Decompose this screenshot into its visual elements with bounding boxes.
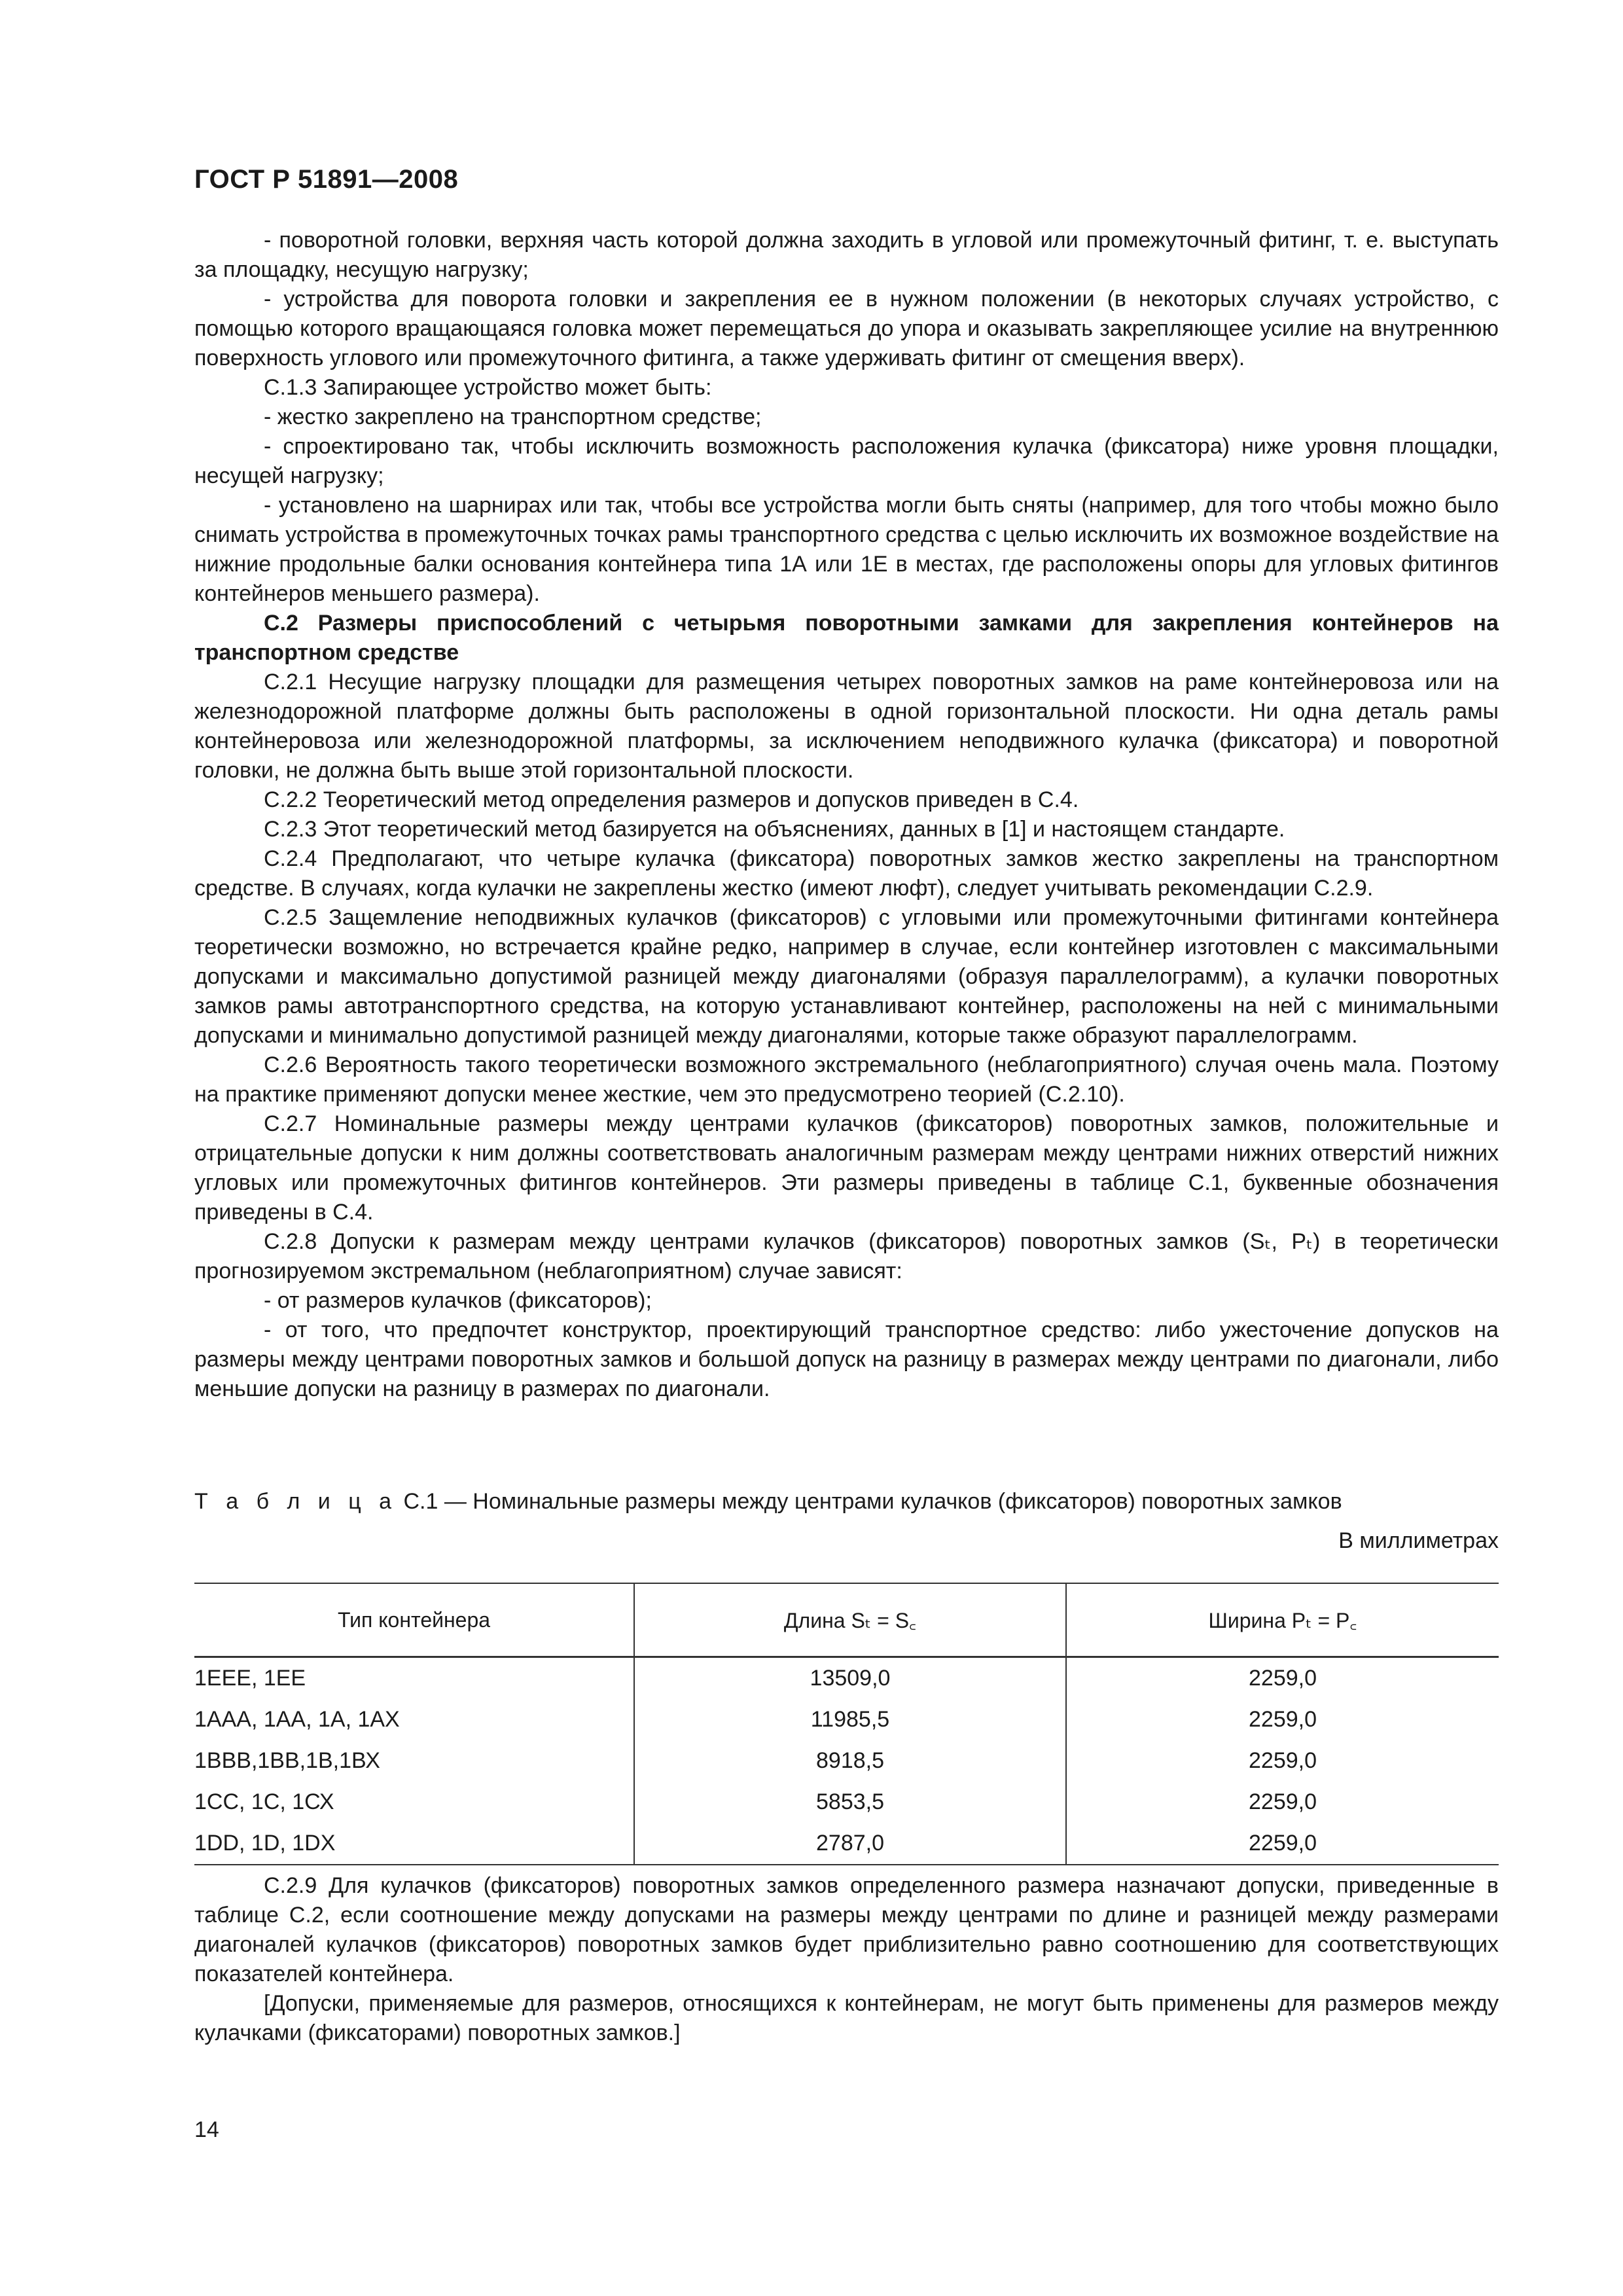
page-number: 14 (194, 2117, 219, 2142)
table-cell: 5853,5 (634, 1782, 1066, 1823)
table-cell: 1СС, 1С, 1СХ (194, 1782, 634, 1823)
paragraph: - жестко закреплено на транспортном средстве; (264, 404, 762, 429)
table-cell: 13509,0 (634, 1657, 1066, 1700)
paragraph: [Допуски, применяемые для размеров, относящихся к контейнерам, не могут быть применены для размеров между кулачками (фиксаторами) поворотных замков.] (194, 1991, 1499, 2045)
paragraph: - установлено на шарнирах или так, чтобы все устройства могли быть сняты (например, для того чтобы можно было снимать устройства в промежуточных точках рамы транспортного средства с целью исключить их возможное воздействие на нижние продольные балки основания контейнера типа 1А или 1Е в местах, где расположены опоры для угловых фитингов контейнеров меньшего размера). (194, 493, 1499, 606)
column-header: Тип контейнера (194, 1583, 634, 1657)
paragraph: - от размеров кулачков (фиксаторов); (264, 1288, 652, 1313)
table-row (194, 1699, 1499, 1740)
table-cell: 1ЕЕЕ, 1ЕЕ (194, 1657, 634, 1700)
table-cell: 1ВВВ,1ВВ,1В,1ВХ (194, 1740, 634, 1782)
table-row (194, 1657, 1499, 1700)
dimensions-table (194, 1583, 1499, 1865)
document-header: ГОСТ Р 51891—2008 (194, 165, 459, 194)
table-cell: 8918,5 (634, 1740, 1066, 1782)
paragraph: - устройства для поворота головки и закрепления ее в нужном положении (в некоторых случаях устройство, с помощью которого вращающаяся головка может перемещаться до упора и оказывать закрепляющее усилие на внутреннюю поверхность углового или промежуточного фитинга, а также удерживать фитинг от смещения вверх). (194, 287, 1499, 370)
paragraph: С.2.1 Несущие нагрузку площадки для размещения четырех поворотных замков на раме контейнеровоза или на железнодорожной платформе должны быть расположены в одной горизонтальной плоскости. Ни одна деталь рамы контейнеровоза или железнодорожной платформы, за исключением неподвижного кулачка (фиксатора) и поворотной головки, не должна быть выше этой горизонтальной плоскости. (194, 670, 1499, 783)
after-table-text (194, 1871, 1499, 2048)
table-label: Т а б л и ц а (194, 1489, 398, 1514)
table-cell: 2787,0 (634, 1823, 1066, 1865)
paragraph: С.2.5 Защемление неподвижных кулачков (фиксаторов) с угловыми или промежуточными фитингами контейнера теоретически возможно, но встречается крайне редко, например в случае, если контейнер изготовлен с максимальными допусками и максимально допустимой разницей между диагоналями (образуя параллелограмм), а кулачки поворотных замков рамы автотранспортного средства, на которую устанавливают контейнер, расположены на ней с минимальными допусками и минимально допустимой разницей между диагоналями, которые также образуют параллелограмм. (194, 905, 1499, 1048)
table-row (194, 1782, 1499, 1823)
table-cell: 2259,0 (1066, 1823, 1499, 1865)
paragraph: С.2.8 Допуски к размерам между центрами кулачков (фиксаторов) поворотных замков (Sₜ, Pₜ) в теоретически прогнозируемом экстремальном (неблагоприятном) случае зависят: (194, 1229, 1499, 1283)
table-cell: 1ААА, 1АА, 1А, 1АХ (194, 1699, 634, 1740)
table-cell: 2259,0 (1066, 1740, 1499, 1782)
paragraph: С.2.3 Этот теоретический метод базируется на объяснениях, данных в [1] и настоящем стандарте. (264, 817, 1285, 842)
table-units: В миллиметрах (1338, 1528, 1499, 1553)
body-text (194, 226, 1499, 1404)
paragraph: С.1.3 Запирающее устройство может быть: (264, 375, 712, 400)
paragraph: С.2.6 Вероятность такого теоретически возможного экстремального (неблагоприятного) случая очень мала. Поэтому на практике применяют допуски менее жесткие, чем это предусмотрено теорией (С.2.10). (194, 1052, 1499, 1107)
table-title (194, 1487, 1499, 1516)
table-cell: 1DD, 1D, 1DX (194, 1823, 634, 1865)
table-cell: 2259,0 (1066, 1782, 1499, 1823)
column-header: Длина Sₜ = S꜀ (634, 1583, 1066, 1657)
paragraph: С.2.9 Для кулачков (фиксаторов) поворотных замков определенного размера назначают допуски, приведенные в таблице С.2, если соотношение между допусками на размеры между центрами по длине и разницей между размерами диагоналей кулачков (фиксаторов) поворотных замков будет приблизительно равно соотношению для соответствующих показателей контейнера. (194, 1873, 1499, 1986)
section-heading: С.2 Размеры приспособлений с четырьмя поворотными замками для закрепления контейнеров на транспортном средстве (194, 611, 1499, 665)
paragraph: С.2.7 Номинальные размеры между центрами кулачков (фиксаторов) поворотных замков, положительные и отрицательные допуски к ним должны соответствовать аналогичным размерам между центрами нижних отверстий нижних угловых или промежуточных фитингов контейнеров. Эти размеры приведены в таблице С.1, буквенные обозначения приведены в С.4. (194, 1111, 1499, 1225)
column-header: Ширина Pₜ = P꜀ (1066, 1583, 1499, 1657)
table-row (194, 1740, 1499, 1782)
paragraph: С.2.2 Теоретический метод определения размеров и допусков приведен в С.4. (264, 787, 1079, 812)
paragraph: - от того, что предпочтет конструктор, проектирующий транспортное средство: либо ужесточение допусков на размеры между центрами поворотных замков и большой допуск на разницу в размерах между центрами по диагонали, либо меньшие допуски на разницу в размерах по диагонали. (194, 1318, 1499, 1401)
table-cell: 2259,0 (1066, 1657, 1499, 1700)
paragraph: - поворотной головки, верхняя часть которой должна заходить в угловой или промежуточный фитинг, т. е. выступать за площадку, несущую нагрузку; (194, 228, 1499, 282)
table-cell: 11985,5 (634, 1699, 1066, 1740)
table-caption: С.1 — Номинальные размеры между центрами кулачков (фиксаторов) поворотных замков (403, 1489, 1342, 1514)
table-header-row (194, 1583, 1499, 1657)
table-row (194, 1823, 1499, 1865)
table-cell: 2259,0 (1066, 1699, 1499, 1740)
paragraph: С.2.4 Предполагают, что четыре кулачка (фиксатора) поворотных замков жестко закреплены на транспортном средстве. В случаях, когда кулачки не закреплены жестко (имеют люфт), следует учитывать рекомендации С.2.9. (194, 846, 1499, 901)
paragraph: - спроектировано так, чтобы исключить возможность расположения кулачка (фиксатора) ниже уровня площадки, несущей нагрузку; (194, 434, 1499, 488)
